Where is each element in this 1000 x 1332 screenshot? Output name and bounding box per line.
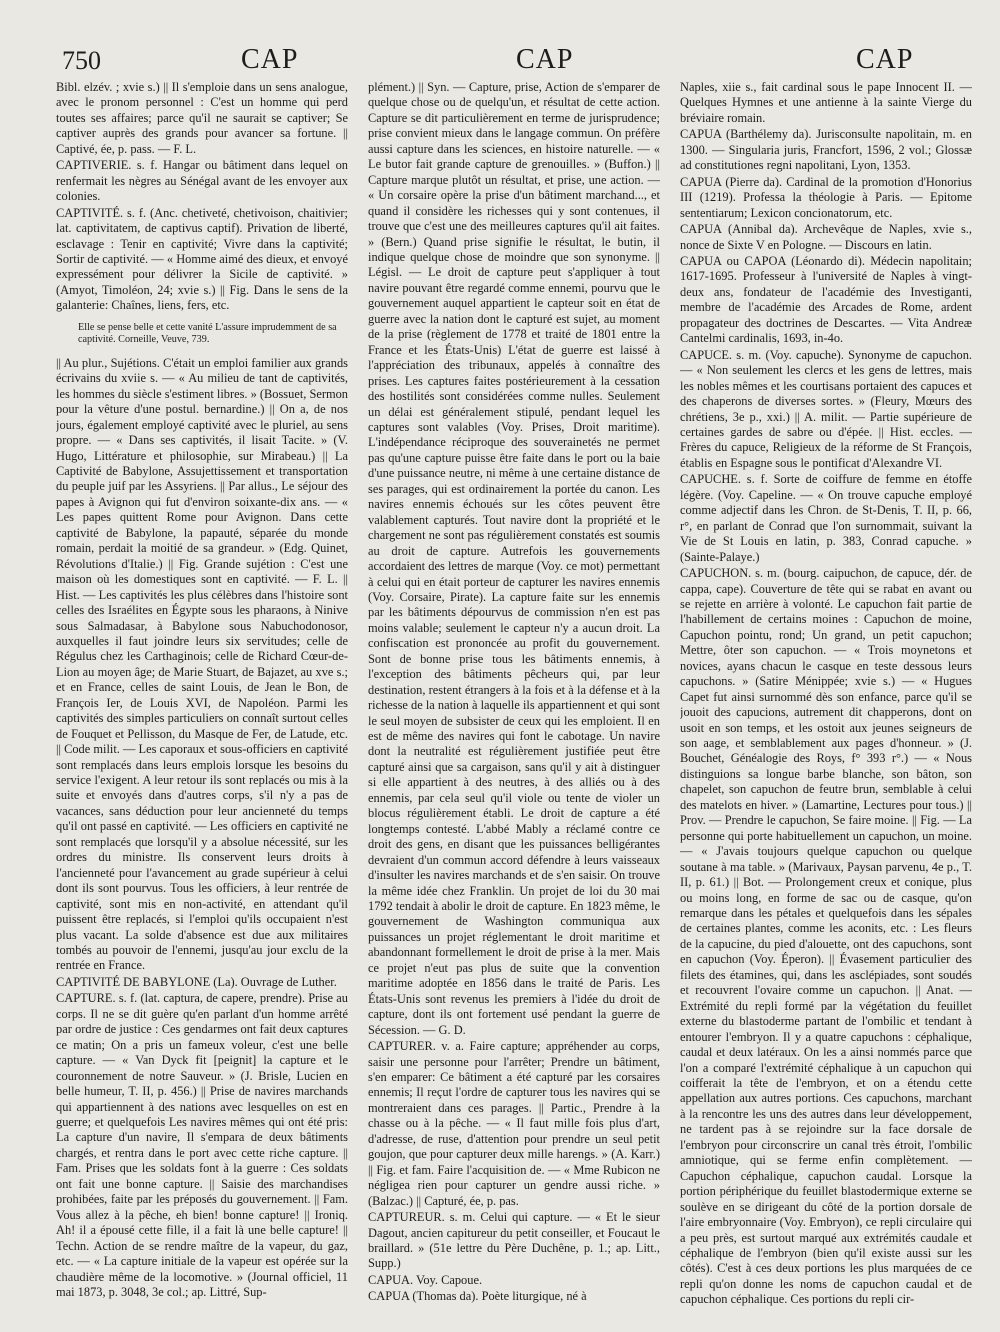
- column-1: [56, 80, 348, 1309]
- entry-capua-pierre: CAPUA (Pierre da). Cardinal de la promotion d'Honorius III (1219). Professa la théologie à Paris. — Epitome sententiarum; Lexicon concionatorum, etc.: [680, 174, 972, 220]
- entry-paragraph: Bibl. elzév. ; xvie s.) || Il s'emploie dans un sens analogue, avec le pronom personnel : C'est un homme qui perd toutes ses affaires; parce qu'il ne saurait se captiver; Se captiver auprès des grands pour avancer sa fortune. || Captivé, ée, p. pass. — F. L.: [56, 80, 348, 156]
- entry-paragraph: || Au plur., Sujétions. C'était un emploi familier aux grands écrivains du xviie s. — « Au milieu de tant de captivités, les hommes du siècle s'estiment libres. » (Bossuet, Sermon pour la vêture d'une postul. bernardine.) || On a, de nos jours, également employé captivité avec le pluriel, au sens propre. — « Dans ses captivités, il lisait Tacite. » (V. Hugo, Littérature et philosophie, sur Mirabeau.) || La Captivité de Babylone, Assujettissement et transportation du peuple juif par les Assyriens. || Par allus., Le séjour des papes à Avignon qui fut d'environ soixante-dix ans. — « Les papes quittent Rome pour Avignon. Dans cette captivité de Babylone, la papauté, séparée du monde romain, perdait la moitié de sa grandeur. » (Edg. Quinet, Révolutions d'Italie.) || Fig. Grande sujétion : C'est une maison où les domestiques sont en captivité. — F. L. || Hist. — Les captivités les plus célèbres dans l'histoire sont celles des Israélites en Égypte sous les pharaons, à Ninive sous Salmadasar, à Babylone sous Nabuchodonosor, auxquelles il faut joindre leurs six servitudes; celle de Régulus chez les Carthaginois; celle de Richard Cœur-de-Lion au moyen âge; de Marie Stuart, de Bajazet, au xve s.; et en France, celles de saint Louis, de Jean le Bon, de François Ier, de Louis XVI, de Napoléon. Parmi les captivités des simples particuliers on connaît surtout celles de Fouquet et Pellisson, du Masque de Fer, de Latude, etc. || Code milit. — Les caporaux et sous-officiers en captivité sont remplacés dans leurs emplois lorsque les besoins du service l'exigent. A leur retour ils sont replacés ou mis à la suite et envoyés dans d'autres corps, s'il n'y a pas de vacances, sans déduction pour leur ancienneté du temps qu'il ont passé en captivité. — Les officiers en captivité ne sont remplacés que lorsqu'il y a absolue nécessité, sur les ordres du ministre. Ils conservent leurs droits à l'ancienneté pour l'avancement au grade supérieur à celui dont ils sont pourvus. Tous les officiers, à leur rentrée de captivité, sont mis en non-activité, en attendant qu'il puissent être replacés, si l'emploi qu'ils occupaient n'est plus vacant. La solde d'absence est due aux militaires tombés au pouvoir de l'ennemi, jusqu'au jour exclu de la rentrée en France.: [56, 355, 348, 973]
- entry-captivite-de-babylone: CAPTIVITÉ DE BABYLONE (La). Ouvrage de Luther.: [56, 974, 337, 989]
- running-headword-center: CAP: [516, 44, 574, 75]
- running-headword-right: CAP: [856, 44, 914, 75]
- running-headword-left: CAP: [241, 44, 299, 75]
- entry-capua-thomas: CAPUA (Thomas da). Poète liturgique, né à: [368, 1289, 587, 1304]
- entry-capuchon: CAPUCHON. s. m. (bourg. caipuchon, de capuce, dér. de cappa, cape). Couverture de tête qui se rabat en avant ou se rejette en arrière à volonté. Le capuchon fait partie de l'habillement de certains moines : Capuchon de moine, Capuchon pointu, rond; Un grand, un petit capuchon; Mettre, ôter son capuchon. — « Trois moynetons et novices, ayans chacun le casque en teste dessous leurs capuchons. » (Satire Ménippée; xvie s.) — « Hugues Capet fut ainsi surnommé dès son enfance, parce qu'il se jouoit des capucions, autrement dit chapperons, dont on usoit en son temps, et les ostoit aux jeunes seigneurs de son aage, et semblablement aux pages d'honneur. » (J. Bouchet, Généalogie des Roys, f° 393 r°.) — « Nous distinguions sa longue barbe blanche, son bâton, son chapelet, son capuchon de feutre brun, semblable à celui des matelots en hiver. » (Lamartine, Lectures pour tous.) || Prov. — Prendre le capuchon, Se faire moine. || Fig. — La personne qui porte habituellement un capuchon, un moine. — « J'avais toujours quelque capuchon ou quelque soutane à ma table. » (Marivaux, Paysan parvenu, 4e p., T. II, p. 61.) || Bot. — Prolongement creux et conique, plus ou moins long, en forme de sac ou de casque, qu'on remarque dans les pétales et quelquefois dans les sépales de certaines plantes, comme les aconits, etc. : Les fleurs de la capucine, du pied d'alouette, ont des capuchons, sont en capuchon (Voy. Éperon). || Évasement particulier des filets des étamines, qui, dans les asclépiades, sont soudés et recouvrent l'ovaire comme un capuchon. || Anat. — Extrémité du repli formé par la végétation du feuillet externe du blastoderme partant de l'ombilic et tendant à entourer l'embryon. Il y a quatre capuchons : céphalique, caudal et deux latéraux. On les a ainsi nommés parce que l'on a comparé l'extrémité céphalique à un capuchon qui coifferait la tête de l'embryon, et on a étendu cette appellation aux autres portions. Ces capuchons, marchant à la rencontre les uns des autres dans leur développement, ne tardent pas à se rejoindre sur la face dorsale de l'embryon pour circonscrire un canal très étroit, l'ombilic amniotique, qui se ferme enfin complètement. — Capuchon céphalique, capuchon caudal. Lorsque la portion périphérique du feuillet blastodermique externe se soulève en se dirigeant du côté de la portion dorsale de l'aire embryonnaire (Voy. Embryon), ce repli circulaire qui a peu près, est surtout marqué aux extrémités caudale et céphalique de l'embryon (bien qu'il existe aussi sur les côtés). C'est à ces deux portions les plus marquées de ce repli qu'on donne les noms de capuchon caudal et de capuchon céphalique. Ces portions du repli cir-: [680, 566, 972, 1307]
- column-3: [680, 80, 972, 1309]
- entry-captureur: CAPTUREUR. s. m. Celui qui capture. — « Et le sieur Dagout, ancien capitureur du petit conseiller, et Foucaut le braillard. » (51e lettre du Père Duchêne, p. 1.; ap. Litt., Supp.): [368, 1210, 660, 1271]
- entry-capuche: CAPUCHE. s. f. Sorte de coiffure de femme en étoffe légère. (Voy. Capeline. — « On trouve capuche employé comme adjectif dans les Chron. de St-Denis, T. II, p. 66, r°, en parlant de Conrad que l'on surnommait, suivant la Vie de St Louis en latin, p. 383, Conrad capuche. » (Sainte-Palaye.): [680, 472, 972, 564]
- entry-capturer: CAPTURER. v. a. Faire capture; appréhender au corps, saisir une personne pour l'arrêter; Prendre un bâtiment, s'en emparer: Ce bâtiment a été capturé par les corsaires ennemis; Il reçut l'ordre de capturer tous les navires qui se montreraient dans ces parages. || Partic., Prendre à la chasse ou à la pêche. — « Il faut mille fois plus d'art, d'adresse, de ruse, d'attention pour prendre un seul petit goujon, que pour capturer deux mille harengs. » (A. Karr.) || Fig. et fam. Faire l'acquisition de. — « Mme Rubicon ne négligea rien pour capturer un gendre aussi riche. » (Balzac.) || Capturé, ée, p. pas.: [368, 1039, 660, 1208]
- entry-paragraph: plément.) || Syn. — Capture, prise, Action de s'emparer de quelque chose ou de quelqu'un, et résultat de cette action. Capture se dit particulièrement en terme de jurisprudence; prise convient mieux dans le langage commun. On préfère aussi capture dans les sciences, en histoire naturelle. — « Le butor fait grande capture de grenouilles. » (Buffon.) || Capture marque plutôt un résultat, et prise, une action. — « Un corsaire opère la prise d'un bâtiment marchand..., et quand il considère les richesses qui y sont contenues, il trouve que c'est une des meilleures captures qu'il ait faites. » (Bern.) Quand prise signifie le résultat, le butin, il indique quelque chose de moindre que son synonyme. || Législ. — Le droit de capture peut s'appliquer à tout navire pouvant être regardé comme ennemi, pourvu que le gouvernement auquel appartient le capteur soit en état de guerre avec la nation dont le capturé est sujet, au moment de la prise (règlement de 1778 et traité de 1801 entre la France et les États-Unis) L'état de guerre est laissé à l'appréciation des tribunaux, appelés à connaître des prises. Les captures faites postérieurement à la cessation des hostilités sont considérées comme nulles. Seulement un délai est généralement stipulé, pendant lequel les captures sont valables (Voy. Prises, Droit maritime). L'indépendance réciproque des souverainetés ne permet pas qu'une capture puisse être faite dans le port ou la baie d'une puissance neutre, ni même à une certaine distance de ses parages, qui est ordinairement la portée du canon. Les navires ennemis échoués sur les côtes peuvent être valablement capturés. Tout navire dont la propriété et le chargement ne sont pas régulièrement constatés est soumis au droit de capture. Autrefois les gouvernements accordaient des lettres de marque (Voy. ce mot) permettant à celui qui en était porteur de capturer les navires ennemis (Voy. Corsaire, Pirate). La capture faite sur les ennemis par les bâtiments dépourvus de commission n'en est pas moins valable; seulement le capteur n'y a aucun droit. La confiscation est prononcée au profit du gouvernement. Sont de bonne prise tous les bâtiments ennemis, à l'exception des bâtiments pêcheurs qui, par leur destination, restent étrangers à la fois et à la défense et à la richesse de la nation à laquelle ils appartiennent et qui sont le seul moyen de subsister de ceux qui les emploient. Il en est de même des navires qui font le cabotage. Un navire dont la neutralité est régulièrement justifiée peut être capturé ainsi que sa cargaison, sans qu'il y ait à distinguer si elle appartient à des neutres, à des alliés ou à des ennemis, par cela seul qu'il viole ou tente de violer un blocus régulièrement établi. Le droit de capture a été longtemps contesté. L'abbé Mably a réclamé contre ce droit des gens, en disant que les puissances belligérantes devraient d'un commun accord défendre à leurs vaisseaux d'insulter les navires marchands et de s'en saisir. On trouve la même idée chez Franklin. Un projet de loi du 30 mai 1792 tendait à abolir le droit de capture. En 1823 même, le gouvernement de Washington communiqua aux puissances un projet réglementant le droit maritime et abandonnant formellement le droit de prise à la mer. Mais ce projet n'eut pas plus de suite que la convention maritime adoptée en 1856 dans le traité de Paris. Les États-Unis sont revenus les premiers à l'idée du droit de capture, dont ils ont fortement usé pendant la guerre de Sécession. — G. D.: [368, 80, 660, 1037]
- column-2: [368, 80, 660, 1309]
- entry-capua: CAPUA. Voy. Capoue.: [368, 1272, 483, 1287]
- page-header: [56, 40, 974, 80]
- page-number: 750: [62, 46, 101, 75]
- entry-captivite: CAPTIVITÉ. s. f. (Anc. chetiveté, chetivoison, chaitivier; lat. captivitatem, de captivus captif). Privation de liberté, esclavage : Tenir en captivité; Vivre dans la captivité; Sortir de captivité. — « Homme aimé des dieux, et envoyé expressément pour délivrer la Sicile de captivité. » (Amyot, Timoléon, 24; xvie s.) || Fig. Dans le sens de la galanterie: Chaînes, liens, fers, etc.: [56, 205, 348, 313]
- verse-quotation: Elle se pense belle et cette vanité L'assure imprudemment de sa captivité. Corneille, Veuve, 739.: [78, 321, 337, 345]
- entry-capua-annibal: CAPUA (Annibal da). Archevêque de Naples, xvie s., nonce de Sixte V en Pologne. — Discours en latin.: [680, 222, 972, 252]
- text-columns: [56, 80, 974, 1309]
- entry-paragraph: Naples, xiie s., fait cardinal sous le pape Innocent II. — Quelques Hymnes et une antienne à la sainte Vierge du bréviaire romain.: [680, 80, 972, 125]
- entry-capua-leonardo: CAPUA ou CAPOA (Léonardo di). Médecin napolitain; 1617-1695. Professeur à l'université de Naples à vingt-deux ans, fondateur de l'académie des Investiganti, membre de l'académie des Arcades de Rome, ardent propagateur des doctrines de Descartes. — Vita Andreæ Cantelmi cardinalis, 1693, in-4o.: [680, 253, 972, 346]
- entry-capua-barthelemy: CAPUA (Barthélemy da). Jurisconsulte napolitain, m. en 1300. — Singularia juris, Francfort, 1596, 2 vol.; Glossæ ad constitutiones regni napolitani, Lyon, 1353.: [680, 127, 972, 173]
- entry-captiverie: CAPTIVERIE. s. f. Hangar ou bâtiment dans lequel on renfermait les nègres au Sénégal avant de les envoyer aux colonies.: [56, 158, 348, 204]
- entry-capture: CAPTURE. s. f. (lat. captura, de capere, prendre). Prise au corps. Il ne se dit guère qu'en parlant d'un homme arrêté par ordre de justice : Ces gendarmes ont fait deux captures ce matin; On a pris un fameux voleur, c'est une belle capture. — « Van Dyck fit [peignit] la capture et le couronnement de notre Sauveur. » (J. Brisle, Lucien en belle humeur, T. II, p. 456.) || Prise de navires marchands qui appartiennent à des nations avec lesquelles on est en guerre; et quelquefois Les navires mêmes qui ont été pris: La capture d'un navire, Il s'empara de deux bâtiments chargés, et rentra dans le port avec cette riche capture. || Fam. Prises que les soldats font à la guerre : Ces soldats ont fait une bonne capture. || Saisie des marchandises prohibées, faite par les préposés du gouvernement. || Fam. Vous allez à la pêche, eh bien! bonne capture! || Ironiq. Ah! il a épousé cette fille, il a fait là une belle capture! || Techn. Action de se rendre maître de la vapeur, du gaz, etc. — « La capture initiale de la vapeur est opérée sur la chaudière même de la locomotive. » (Journal officiel, 11 mai 1873, p. 3048, 3e col.; ap. Littré, Sup-: [56, 991, 348, 1299]
- entry-capuce: CAPUCE. s. m. (Voy. capuche). Synonyme de capuchon. — « Non seulement les clercs et les gens de lettres, mais les nobles mêmes et les courtisans portaient des capuces et des chaperons de diverses sortes. » (Fleury, Mœurs des chrétiens, 3e p., xxi.) || A. milit. — Partie supérieure de certaines gardes de sabre ou d'épée. || Hist. eccles. — Frères du capuce, Religieux de la réforme de St François, établis en Espagne sous le pontificat d'Alexandre VI.: [680, 347, 972, 470]
